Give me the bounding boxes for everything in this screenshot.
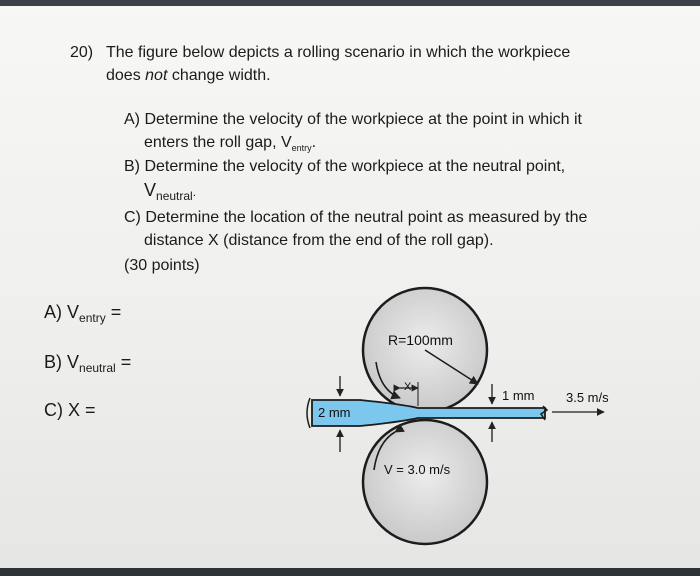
- part-a-question: A) Determine the velocity of the workpiece at the point in which it: [124, 111, 582, 128]
- part-c-question: C) Determine the location of the neutral point as measured by the: [124, 209, 588, 226]
- points-label: (30 points): [124, 257, 200, 274]
- answer-c-label: C) X =: [44, 400, 96, 420]
- radius-label: R=100mm: [388, 332, 453, 348]
- problem-number: 20): [70, 44, 94, 61]
- answer-a-label: A) $V_{entry}$ =: [44, 302, 122, 325]
- intro-line-1: The figure below depicts a rolling scenario in which the workpiece: [106, 44, 571, 61]
- roll-speed-label: V = 3.0 m/s: [384, 462, 451, 477]
- part-b-question-cont: $V_{neutral}$.: [144, 180, 197, 203]
- exit-thickness-label: 1 mm: [502, 388, 535, 403]
- x-label: X: [404, 381, 412, 393]
- lower-roll: [363, 420, 487, 544]
- entry-thickness-label: 2 mm: [318, 405, 351, 420]
- part-c-question-cont: distance X (distance from the end of the roll gap).: [144, 232, 494, 249]
- exit-speed-label: 3.5 m/s: [566, 390, 609, 405]
- intro-line-2: does not change width.: [106, 67, 271, 84]
- part-b-question: B) Determine the velocity of the workpiece at the neutral point,: [124, 158, 566, 175]
- answer-b-label: B) $V_{neutral}$ =: [44, 352, 132, 375]
- part-a-question-cont: enters the roll gap, $V_{entry}$.: [144, 134, 317, 153]
- entry-brace: [307, 398, 310, 428]
- emphasis-not: not: [145, 67, 168, 84]
